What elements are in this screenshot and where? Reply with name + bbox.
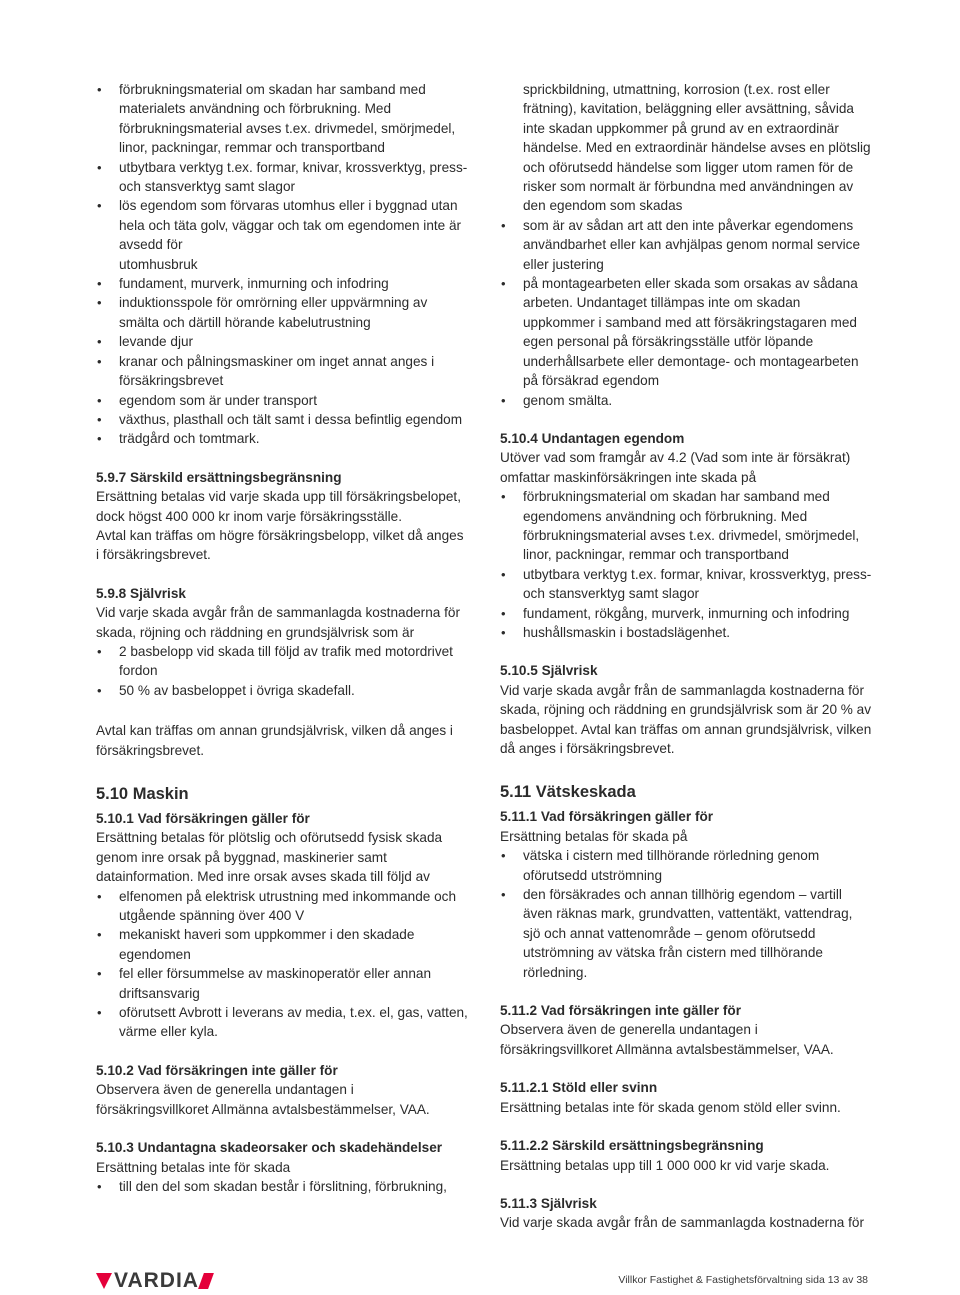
paragraph: Ersättning betalas upp till 1 000 000 kr vid varje skada.	[500, 1157, 830, 1173]
section-heading-5103: 5.10.3 Undantagna skadeorsaker och skadehändelser	[96, 1140, 443, 1156]
list-item: • hushållsmaskin i bostadslägenhet.	[500, 623, 872, 642]
section-heading-5105: 5.10.5 Självrisk	[500, 663, 598, 679]
left-column	[96, 80, 468, 1196]
paragraph: Avtal kan träffas om högre försäkringsbelopp, vilket då anges i försäkringsbrevet.	[96, 527, 464, 563]
paragraph: Ersättning betalas vid varje skada upp till försäkringsbelopet, dock högst 400 000 kr inom varje försäkringsställe.	[96, 489, 461, 524]
section-heading-510: 5.10 Maskin	[96, 785, 189, 803]
list-item: • till den del som skadan består i förslitning, förbrukning,	[96, 1177, 468, 1196]
list-item: • genom smälta.	[500, 391, 872, 410]
page-reference: Villkor Fastighet & Fastighetsförvaltning sida 13 av 38	[618, 1274, 868, 1286]
section-heading-597: 5.9.7 Särskild ersättningsbegränsning	[96, 469, 342, 485]
section-heading-5102: 5.10.2 Vad försäkringen inte gäller för	[96, 1062, 338, 1078]
list-item: • kranar och pålningsmaskiner om inget annat anges i försäkringsbrevet	[96, 352, 468, 391]
paragraph: Ersättning betalas inte för skada genom stöld eller svinn.	[500, 1099, 841, 1115]
excluded-property-list	[500, 487, 872, 642]
list-item: • fundament, murverk, inmurning och infodring	[96, 274, 468, 293]
section-heading-511: 5.11 Vätskeskada	[500, 783, 636, 802]
section-heading-5113: 5.11.3 Självrisk	[500, 1195, 597, 1211]
vardia-logo	[96, 1270, 211, 1292]
list-item: • förbrukningsmaterial om skadan har samband med egendomens användning och förbrukning. Med förbrukningsmaterial avses t.ex. drivmedel, smörjmedel, linor, packningar, remmar och transportband	[500, 487, 872, 565]
list-item: • utbytbara verktyg t.ex. formar, knivar, krossverktyg, press- och stansverktyg samt slagor	[96, 158, 468, 197]
paragraph: Avtal kan träffas om annan grundsjälvrisk, vilken då anges i försäkringsbrevet.	[96, 723, 453, 758]
paragraph: Ersättning betalas inte för skada	[96, 1159, 291, 1175]
list-item: • växthus, plasthall och tält samt i dessa befintlig egendom	[96, 410, 468, 429]
continued-paragraph: sprickbildning, utmattning, korrosion (t.ex. rost eller frätning), kavitation, beläggning eller avsättning, såvida inte skadan uppkommer på grund av en extraordinär händelse. Med en extraordinär händelse avses en plötslig och oförutsedd händelse som ligger utom ramen för de risker som normalt är förbundna med användningen av den egendom som skadas	[523, 82, 871, 214]
deductible-list	[96, 642, 468, 700]
logo-mark-icon	[96, 1273, 112, 1289]
exclusion-continuation-list	[500, 216, 872, 410]
list-item	[96, 196, 468, 274]
list-item-text: lös egendom som förvaras utomhus eller i byggnad utan hela och täta golv, väggar och tak om egendomen inte är avsedd för	[119, 198, 462, 253]
paragraph: Observera även de generella undantagen i försäkringsvillkoret Allmänna avtalsbestämmelser, VAA.	[96, 1082, 430, 1117]
page-footer	[96, 1270, 868, 1292]
paragraph: Vid varje skada avgår från de sammanlagda kostnaderna för	[500, 1215, 864, 1231]
list-item: • elfenomen på elektrisk utrustning med inkommande och utgående spänning över 400 V	[96, 887, 468, 926]
paragraph: Utöver vad som framgår av 4.2 (Vad som inte är försäkrat) omfattar maskinförsäkringen inte skada på	[500, 450, 851, 485]
section-heading-51121: 5.11.2.1 Stöld eller svinn	[500, 1080, 658, 1096]
section-heading-5111: 5.11.1 Vad försäkringen gäller för	[500, 809, 714, 825]
logo-tail-icon	[198, 1273, 214, 1289]
section-heading-5104: 5.10.4 Undantagen egendom	[500, 430, 685, 446]
list-item: • egendom som är under transport	[96, 391, 468, 410]
paragraph: Vid varje skada avgår från de sammanlagda kostnaderna för skada, röjning och räddning en grundsjälvrisk som är	[96, 605, 460, 640]
list-item: • 2 basbelopp vid skada till följd av trafik med motordrivet fordon	[96, 642, 468, 681]
right-column	[500, 80, 872, 1233]
list-item: • som är av sådan art att den inte påverkar egendomens användbarhet eller kan avhjälpas genom normal service eller justering	[500, 216, 872, 274]
list-item: • 50 % av basbeloppet i övriga skadefall.	[96, 681, 468, 700]
section-heading-598: 5.9.8 Självrisk	[96, 585, 186, 601]
list-item: • oförutsett Avbrott i leverans av media, t.ex. el, gas, vatten, värme eller kyla.	[96, 1003, 468, 1042]
list-item: • utbytbara verktyg t.ex. formar, knivar, krossverktyg, press- och stansverktyg samt slagor	[500, 565, 872, 604]
covered-damage-list	[500, 846, 872, 982]
list-item: • fundament, rökgång, murverk, inmurning och infodring	[500, 604, 872, 623]
list-item: • induktionsspole för omrörning eller uppvärmning av smälta och därtill hörande kabelutrustning	[96, 293, 468, 332]
paragraph: Ersättning betalas för skada på	[500, 828, 688, 844]
list-item: • trädgård och tomtmark.	[96, 429, 468, 448]
paragraph: Observera även de generella undantagen i försäkringsvillkoret Allmänna avtalsbestämmelser, VAA.	[500, 1022, 834, 1057]
list-item: • levande djur	[96, 332, 468, 351]
internal-cause-list	[96, 887, 468, 1042]
excluded-property-list	[96, 80, 468, 449]
logo-text: VARDIA	[114, 1269, 199, 1292]
list-item: • på montagearbeten eller skada som orsakas av sådana arbeten. Undantaget tillämpas inte om skadan uppkommer i samband med att försäkringstagaren med egen personal på försäkringsställe utför löpande underhållsarbete eller demontage- och montagearbeten på försäkrad egendom	[500, 274, 872, 390]
list-item: • vätska i cistern med tillhörande rörledning genom oförutsedd utströmning	[500, 846, 872, 885]
section-heading-5101: 5.10.1 Vad försäkringen gäller för	[96, 811, 310, 826]
list-item: • den försäkrades och annan tillhörig egendom – vartill även räknas mark, grundvatten, vattentäkt, vattendrag, sjö och annat vattenområde – genom oförutsedd utströmning av vätska från cistern med tillhörande rörledning.	[500, 885, 872, 982]
paragraph: Ersättning betalas för plötslig och oförutsedd fysisk skada genom inre orsak på byggnad, maskinerier samt datainformation. Med inre orsak avses skada till följd av	[96, 830, 443, 885]
section-heading-5112: 5.11.2 Vad försäkringen inte gäller för	[500, 1003, 742, 1019]
section-heading-51122: 5.11.2.2 Särskild ersättningsbegränsning	[500, 1138, 764, 1154]
excluded-cause-list	[96, 1177, 468, 1196]
paragraph: Vid varje skada avgår från de sammanlagda kostnaderna för skada, röjning och räddning en grundsjälvrisk som är 20 % av basbeloppet. Avtal kan träffas om annan grundsjälvrisk, vilken då anges i försäkringsbrevet.	[500, 682, 872, 756]
list-item-continuation: utomhusbruk	[119, 256, 198, 272]
list-item: • mekaniskt haveri som uppkommer i den skadade egendomen	[96, 925, 468, 964]
list-item: • fel eller försummelse av maskinoperatör eller annan driftsansvarig	[96, 964, 468, 1003]
list-item: • förbrukningsmaterial om skadan har samband med materialets användning och förbrukning. Med förbrukningsmaterial avses t.ex. drivmedel, smörjmedel, linor, packningar, remmar och transportband	[96, 80, 468, 158]
